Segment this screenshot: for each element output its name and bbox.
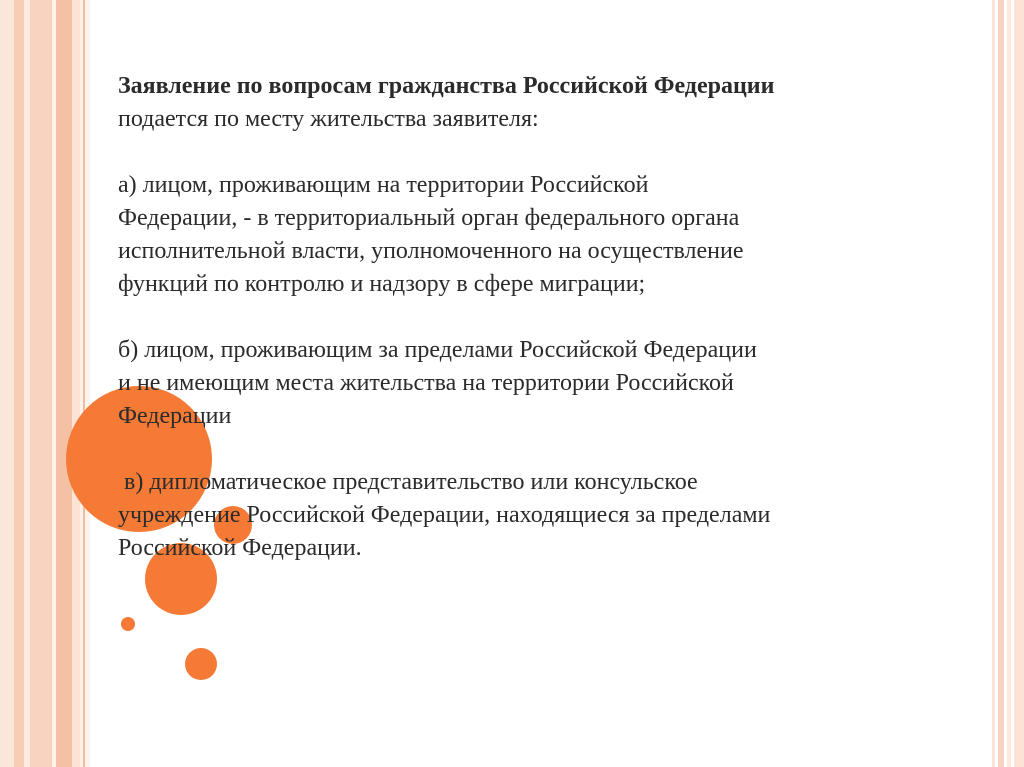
paragraph-item-a-line: функций по контролю и надзору в сфере миграции; [118,271,646,297]
decorative-stripe [30,0,52,767]
slide-text [118,70,918,565]
decorative-stripe [1014,0,1024,767]
decorative-stripe [14,0,24,767]
paragraph-item-b-line: Федерации [118,403,232,429]
decorative-stripe [72,0,80,767]
paragraph-item-a-line: Федерации, - в территориальный орган федерального органа [118,205,740,231]
decorative-stripe [1007,0,1011,767]
paragraph-item-a-line: а) лицом, проживающим на территории Российской [118,172,649,198]
slide-heading: Заявление по вопросам гражданства Российской Федерации [118,73,775,99]
paragraph-item-c-line: Российской Федерации. [118,535,362,561]
decorative-stripe [56,0,72,767]
decorative-stripe [992,0,995,767]
paragraph-item-c-line: в) дипломатическое представительство или консульское [118,469,698,495]
paragraph-item-c-line: учреждение Российской Федерации, находящиеся за пределами [118,502,771,528]
decorative-circle-tiny [121,617,135,631]
slide-intro: подается по месту жительства заявителя: [118,106,539,132]
decorative-stripe [0,0,14,767]
paragraph-item-b-line: и не имеющим места жительства на территории Российской [118,370,734,396]
paragraph-item-a-line: исполнительной власти, уполномоченного на осуществление [118,238,744,264]
decorative-stripe [85,0,90,767]
paragraph-item-b-line: б) лицом, проживающим за пределами Российской Федерации [118,337,757,363]
decorative-circle-small [185,648,217,680]
decorative-stripe [998,0,1004,767]
